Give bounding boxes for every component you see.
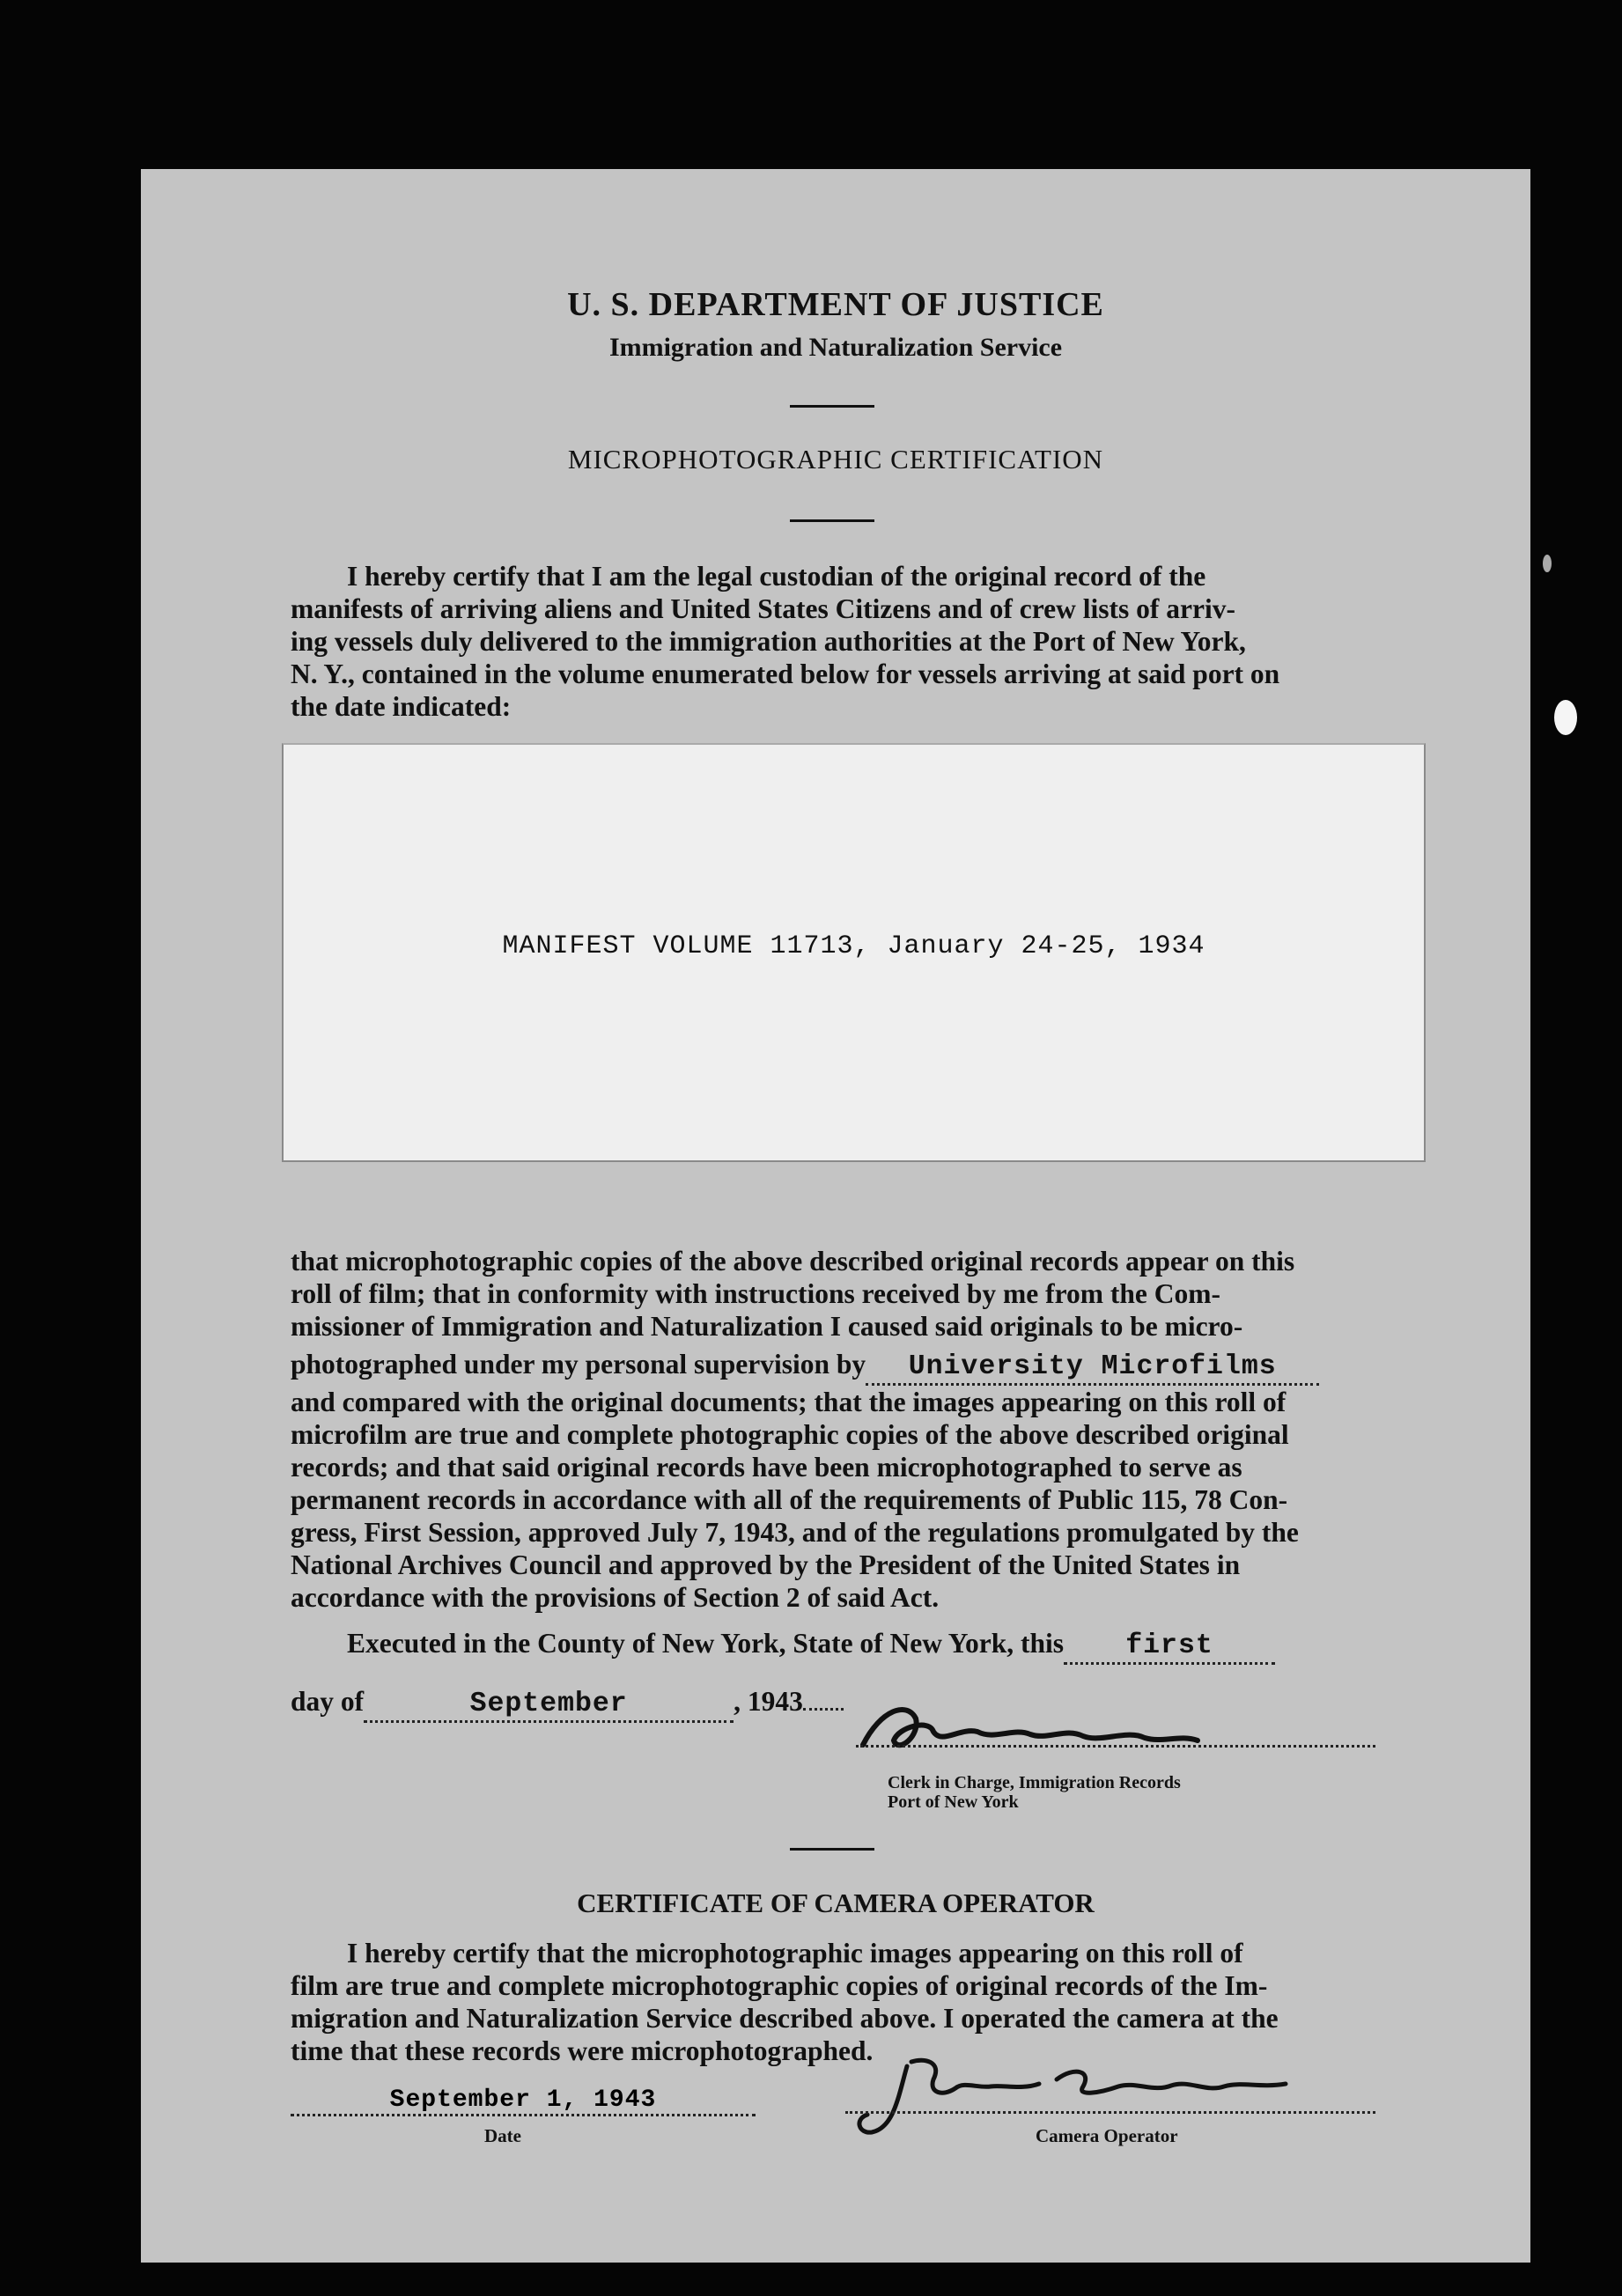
manifest-volume-text: MANIFEST VOLUME 11713, January 24-25, 1934 xyxy=(502,931,1205,961)
body-line: records; and that said original records have been microphotographed to serve as xyxy=(291,1452,1242,1483)
volume-insert-card xyxy=(282,743,1426,1162)
certificate-page xyxy=(141,169,1530,2263)
executed-day-fill xyxy=(1064,1627,1275,1665)
clerk-title-line: Clerk in Charge, Immigration Records xyxy=(888,1773,1181,1792)
service-subheading: Immigration and Naturalization Service xyxy=(608,333,1063,362)
body-line: missioner of Immigration and Naturalization I caused said originals to be micro- xyxy=(291,1311,1243,1342)
body-line: microfilm are true and complete photographic copies of the above described original xyxy=(291,1419,1289,1450)
clerk-location-line: Port of New York xyxy=(888,1792,1019,1812)
film-artifact xyxy=(1543,555,1552,572)
body-paragraph xyxy=(291,1245,1375,1614)
body-line: accordance with the provisions of Section 2 of said Act. xyxy=(291,1582,940,1613)
intro-line: I hereby certify that I am the legal custodian of the original record of the xyxy=(347,561,1206,592)
supervision-by-value: University Microfilms xyxy=(908,1351,1277,1382)
month-fill xyxy=(364,1685,734,1723)
clerk-signature xyxy=(845,1692,1215,1767)
day-of-label: day of xyxy=(291,1686,365,1717)
camera-line: film are true and complete microphotographic copies of original records of the Im- xyxy=(291,1970,1268,2001)
camera-operator-label: Camera Operator xyxy=(1036,2125,1178,2146)
body-line: roll of film; that in conformity with instructions received by me from the Com- xyxy=(291,1278,1220,1309)
body-line: that microphotographic copies of the above described original records appear on this xyxy=(291,1246,1295,1277)
certification-title: MICROPHOTOGRAPHIC CERTIFICATION xyxy=(567,444,1104,475)
intro-line: manifests of arriving aliens and United States Citizens and of crew lists of arriv- xyxy=(291,593,1235,624)
camera-line: time that these records were microphotographed. xyxy=(291,2035,874,2066)
intro-line: ing vessels duly delivered to the immigration authorities at the Port of New York, xyxy=(291,626,1246,657)
executed-prefix: Executed in the County of New York, State of New York, this xyxy=(347,1628,1065,1659)
divider xyxy=(790,519,874,522)
camera-date-value: September 1, 1943 xyxy=(389,2086,657,2114)
year-dots xyxy=(803,1708,844,1711)
intro-line: N. Y., contained in the volume enumerated below for vessels arriving at said port on xyxy=(291,659,1280,689)
clerk-signature-line xyxy=(856,1745,1375,1748)
executed-day-value: first xyxy=(1125,1630,1213,1661)
intro-paragraph xyxy=(291,560,1375,723)
camera-date-label: Date xyxy=(484,2125,521,2146)
supervision-fill xyxy=(866,1348,1319,1386)
executed-line xyxy=(291,1627,1375,1665)
year-value: , 1943 xyxy=(734,1686,803,1717)
camera-line: I hereby certify that the microphotographic images appearing on this roll of xyxy=(347,1938,1243,1969)
divider xyxy=(790,405,874,408)
body-line: permanent records in accordance with all of the requirements of Public 115, 78 Con- xyxy=(291,1484,1288,1515)
supervision-line xyxy=(291,1348,1375,1386)
supervision-prefix: photographed under my personal supervision by xyxy=(291,1349,866,1380)
body-line: gress, First Session, approved July 7, 1943, and of the regulations promulgated by the xyxy=(291,1517,1299,1548)
intro-line: the date indicated: xyxy=(291,691,512,722)
divider xyxy=(790,1848,874,1851)
body-line: and compared with the original documents; that the images appearing on this roll of xyxy=(291,1387,1287,1417)
month-value: September xyxy=(469,1689,628,1719)
camera-line: migration and Naturalization Service described above. I operated the camera at the xyxy=(291,2003,1279,2034)
film-artifact xyxy=(1554,700,1577,735)
camera-date-fill xyxy=(291,2085,756,2116)
body-line: National Archives Council and approved by the President of the United States in xyxy=(291,1549,1241,1580)
department-heading: U. S. DEPARTMENT OF JUSTICE xyxy=(567,286,1104,323)
camera-operator-signature-line xyxy=(845,2111,1375,2114)
clerk-title xyxy=(888,1773,1181,1812)
camera-operator-title: CERTIFICATE OF CAMERA OPERATOR xyxy=(577,1888,1095,1918)
